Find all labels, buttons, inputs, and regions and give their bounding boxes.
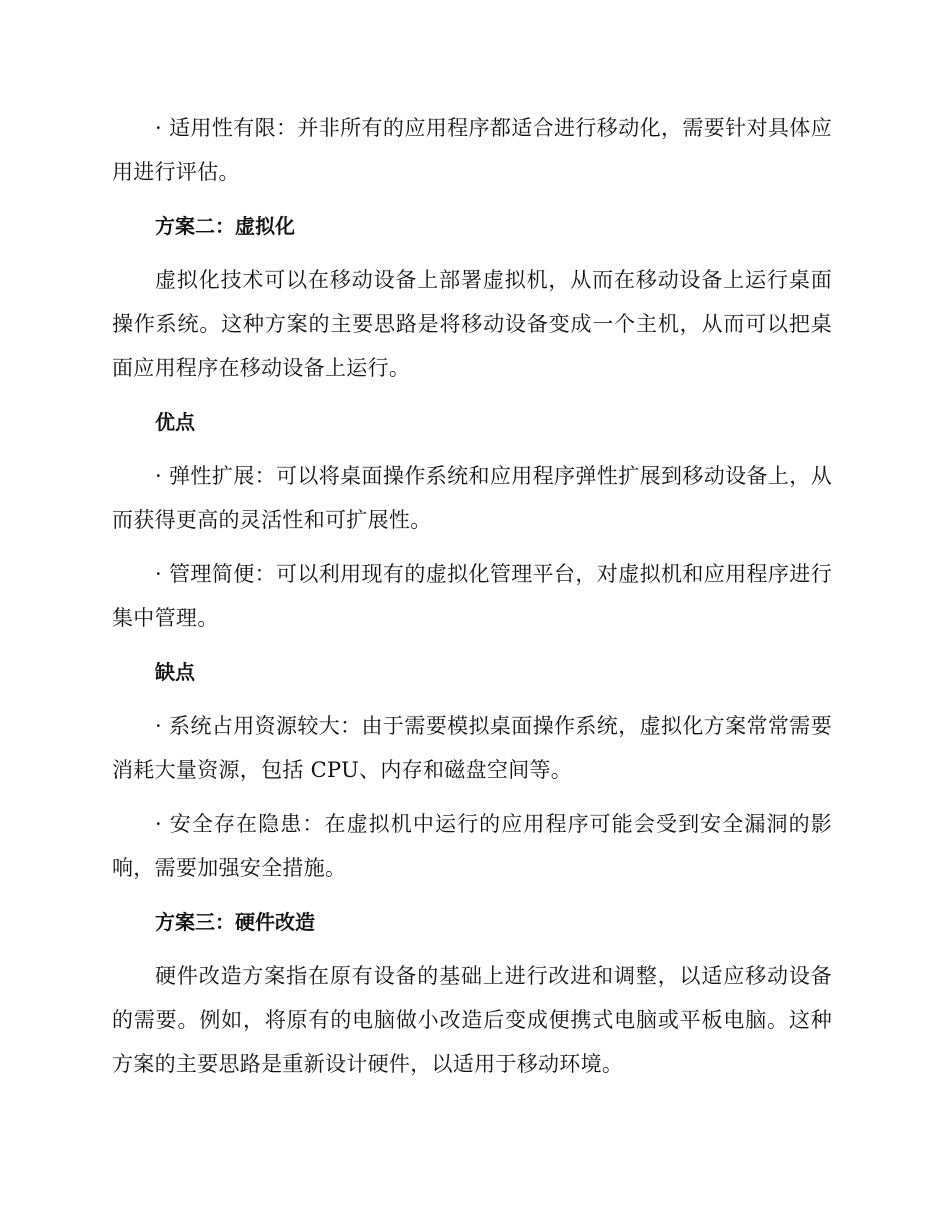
heading-disadvantages: 缺点 (155, 660, 195, 684)
hardware-modification-description: 硬件改造方案指在原有设备的基础上进行改进和调整，以适应移动设备的需要。例如，将原有的电脑做小改造后变成便携式电脑或平板电脑。这种方案的主要思路是重新设计硬件，以适用于移动环境。 (112, 964, 832, 1076)
bullet-high-resource-usage: · 系统占用资源较大：由于需要模拟桌面操作系统，虚拟化方案常常需要消耗大量资源，包括 CPU、内存和磁盘空间等。 (112, 714, 832, 782)
heading-option-three-hardware: 方案三：硬件改造 (155, 910, 315, 934)
bullet-applicability-limited: · 适用性有限：并非所有的应用程序都适合进行移动化，需要针对具体应用进行评估。 (112, 116, 832, 184)
heading-option-two-virtualization: 方案二：虚拟化 (155, 214, 295, 238)
bullet-elastic-scaling: · 弹性扩展：可以将桌面操作系统和应用程序弹性扩展到移动设备上，从而获得更高的灵活性和可扩展性。 (112, 464, 832, 532)
document-page (112, 106, 832, 1096)
bullet-security-risks: · 安全存在隐患：在虚拟机中运行的应用程序可能会受到安全漏洞的影响，需要加强安全措施。 (112, 812, 832, 880)
virtualization-description: 虚拟化技术可以在移动设备上部署虚拟机，从而在移动设备上运行桌面操作系统。这种方案的主要思路是将移动设备变成一个主机，从而可以把桌面应用程序在移动设备上运行。 (112, 268, 832, 380)
heading-advantages: 优点 (155, 410, 195, 434)
bullet-easy-management: · 管理简便：可以利用现有的虚拟化管理平台，对虚拟机和应用程序进行集中管理。 (112, 562, 832, 630)
